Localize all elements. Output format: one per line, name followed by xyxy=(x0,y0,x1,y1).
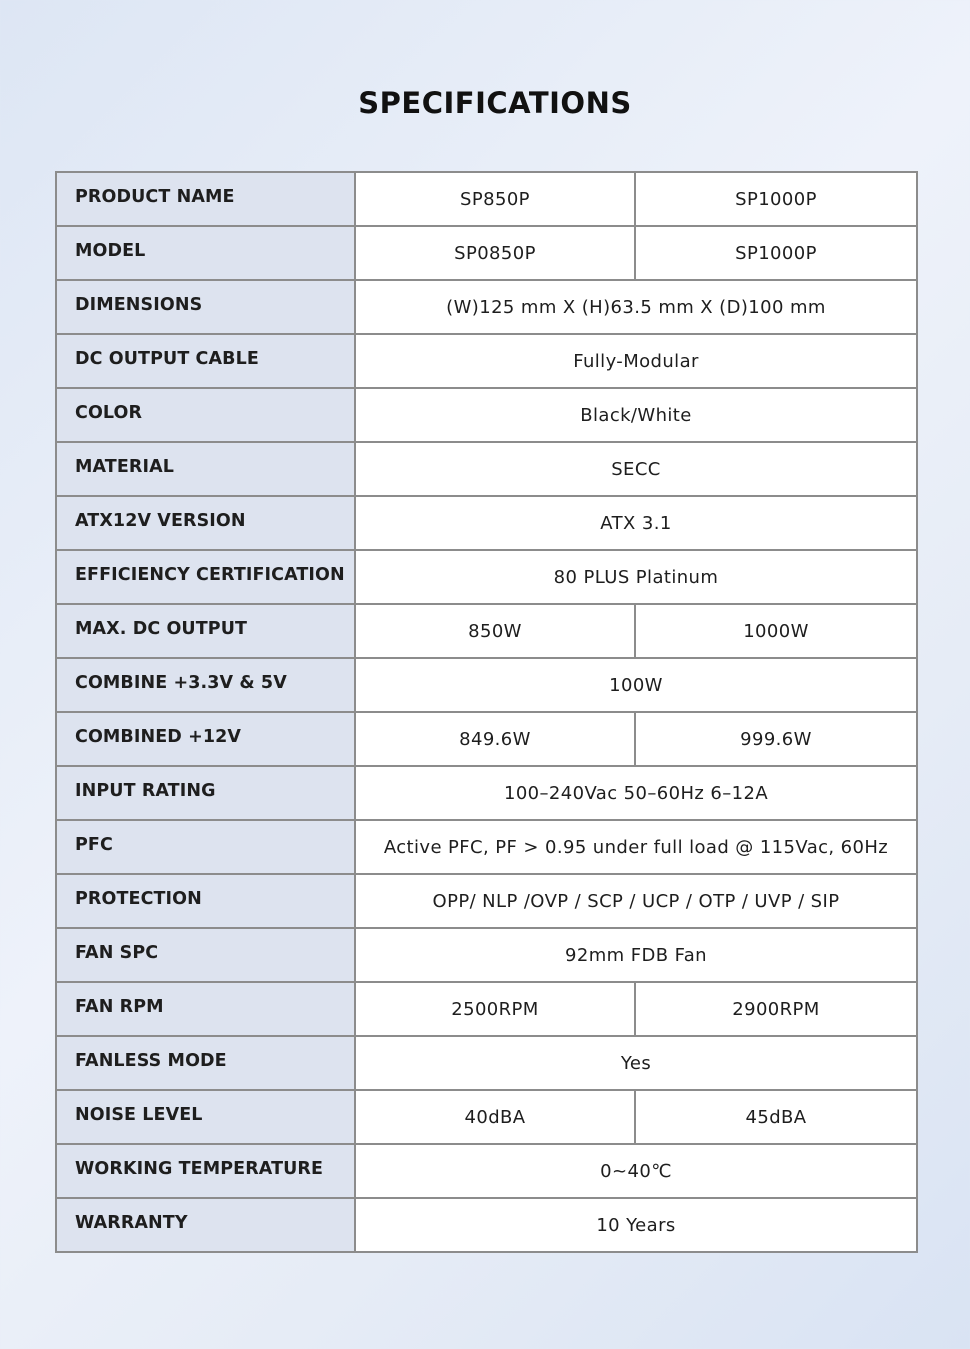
spec-value: Active PFC, PF > 0.95 under full load @ 115Vac, 60Hz xyxy=(355,820,917,874)
table-row xyxy=(56,280,917,334)
table-row xyxy=(56,550,917,604)
spec-label: MODEL xyxy=(56,226,355,280)
spec-value: 849.6W xyxy=(355,712,635,766)
spec-label: FANLESS MODE xyxy=(56,1036,355,1090)
spec-value: Black/White xyxy=(355,388,917,442)
spec-value: 850W xyxy=(355,604,635,658)
spec-value: ATX 3.1 xyxy=(355,496,917,550)
spec-value: SECC xyxy=(355,442,917,496)
spec-label: EFFICIENCY CERTIFICATION xyxy=(56,550,355,604)
spec-label: INPUT RATING xyxy=(56,766,355,820)
spec-value: 40dBA xyxy=(355,1090,635,1144)
spec-value: Fully-Modular xyxy=(355,334,917,388)
spec-value: Yes xyxy=(355,1036,917,1090)
spec-value: 45dBA xyxy=(635,1090,917,1144)
table-row xyxy=(56,1090,917,1144)
table-row xyxy=(56,388,917,442)
spec-value: 80 PLUS Platinum xyxy=(355,550,917,604)
spec-value: 2500RPM xyxy=(355,982,635,1036)
spec-label: MATERIAL xyxy=(56,442,355,496)
spec-value: 2900RPM xyxy=(635,982,917,1036)
spec-value: 999.6W xyxy=(635,712,917,766)
spec-value: 1000W xyxy=(635,604,917,658)
spec-value: OPP/ NLP /OVP / SCP / UCP / OTP / UVP / SIP xyxy=(355,874,917,928)
spec-label: MAX. DC OUTPUT xyxy=(56,604,355,658)
table-row xyxy=(56,982,917,1036)
table-row xyxy=(56,1144,917,1198)
table-row xyxy=(56,766,917,820)
spec-value: 10 Years xyxy=(355,1198,917,1252)
spec-value: SP1000P xyxy=(635,172,917,226)
spec-value: 0~40℃ xyxy=(355,1144,917,1198)
table-row xyxy=(56,820,917,874)
spec-label: PROTECTION xyxy=(56,874,355,928)
spec-value: SP0850P xyxy=(355,226,635,280)
spec-label: ATX12V VERSION xyxy=(56,496,355,550)
table-row xyxy=(56,1198,917,1252)
spec-value: 100W xyxy=(355,658,917,712)
table-row xyxy=(56,712,917,766)
spec-label: WARRANTY xyxy=(56,1198,355,1252)
specifications-table xyxy=(55,171,918,1253)
table-row xyxy=(56,1036,917,1090)
spec-label: DC OUTPUT CABLE xyxy=(56,334,355,388)
spec-value: 92mm FDB Fan xyxy=(355,928,917,982)
spec-value: SP850P xyxy=(355,172,635,226)
spec-label: FAN SPC xyxy=(56,928,355,982)
spec-value: (W)125 mm X (H)63.5 mm X (D)100 mm xyxy=(355,280,917,334)
table-row xyxy=(56,874,917,928)
table-row xyxy=(56,172,917,226)
spec-label: WORKING TEMPERATURE xyxy=(56,1144,355,1198)
spec-value: SP1000P xyxy=(635,226,917,280)
spec-label: COLOR xyxy=(56,388,355,442)
spec-label: DIMENSIONS xyxy=(56,280,355,334)
table-row xyxy=(56,604,917,658)
specifications-table-body xyxy=(56,172,917,1252)
spec-label: NOISE LEVEL xyxy=(56,1090,355,1144)
table-row xyxy=(56,442,917,496)
table-row xyxy=(56,334,917,388)
spec-label: FAN RPM xyxy=(56,982,355,1036)
table-row xyxy=(56,658,917,712)
spec-label: COMBINED +12V xyxy=(56,712,355,766)
spec-label: COMBINE +3.3V & 5V xyxy=(56,658,355,712)
spec-value: 100–240Vac 50–60Hz 6–12A xyxy=(355,766,917,820)
table-row xyxy=(56,226,917,280)
table-row xyxy=(56,928,917,982)
spec-label: PFC xyxy=(56,820,355,874)
spec-label: PRODUCT NAME xyxy=(56,172,355,226)
table-row xyxy=(56,496,917,550)
page-title: SPECIFICATIONS xyxy=(358,86,632,120)
